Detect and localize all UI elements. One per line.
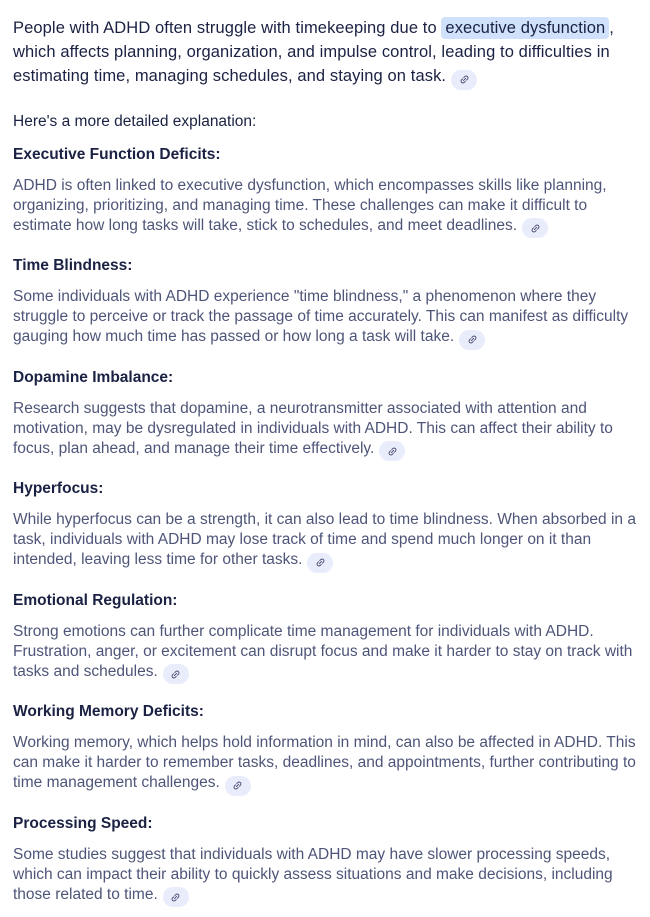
intro-text-after: , which affects planning, organization, and impulse control, leading to difficulties in estimating time, managing schedules, and staying on task. [13, 19, 614, 85]
section-executive-function-deficits [13, 145, 638, 239]
citation-link-button[interactable] [307, 553, 333, 573]
section-body-text: Working memory, which helps hold information in mind, can also be affected in ADHD. This can make it harder to remember tasks, deadlines, and appointments, further contributing to time management challenges. [13, 734, 636, 791]
section-paragraph [13, 510, 638, 573]
intro-text-before: People with ADHD often struggle with timekeeping due to [13, 19, 442, 37]
section-time-blindness [13, 256, 638, 350]
intro-paragraph [13, 16, 638, 90]
section-heading: Executive Function Deficits: [13, 145, 221, 163]
section-body-text: ADHD is often linked to executive dysfunction, which encompasses skills like planning, organizing, prioritizing, and managing time. These challenges can make it difficult to estimate how long tasks will take, stick to schedules, and meet deadlines. [13, 176, 607, 234]
link-icon [530, 223, 541, 234]
link-icon [315, 557, 326, 568]
section-paragraph [13, 622, 638, 685]
citation-link-button[interactable] [163, 887, 189, 907]
section-heading: Processing Speed: [13, 814, 153, 832]
link-icon [170, 669, 181, 680]
link-icon [459, 74, 470, 85]
section-processing-speed [13, 814, 638, 908]
section-heading: Emotional Regulation: [13, 591, 178, 609]
section-paragraph [13, 845, 638, 908]
section-heading: Time Blindness: [13, 257, 133, 274]
section-body-text: While hyperfocus can be a strength, it can also lead to time blindness. When absorbed in a task, individuals with ADHD may lose track of time and spend much longer on it than intended, leaving less time for other tasks. [13, 511, 636, 568]
section-paragraph [13, 399, 638, 462]
citation-link-button[interactable] [522, 218, 548, 238]
link-icon [387, 446, 398, 457]
section-working-memory-deficits [13, 702, 638, 796]
link-icon [170, 892, 181, 903]
subintro-text: Here's a more detailed explanation: [13, 112, 257, 130]
section-hyperfocus [13, 479, 638, 573]
section-paragraph [13, 176, 638, 239]
link-icon [232, 780, 243, 791]
section-paragraph [13, 287, 638, 350]
section-paragraph [13, 733, 638, 796]
citation-link-button[interactable] [451, 70, 477, 90]
section-body-text: Strong emotions can further complicate time management for individuals with ADHD. Frustration, anger, or excitement can disrupt focus and make it harder to stay on track with tasks and schedules. [13, 622, 633, 680]
section-body-text: Research suggests that dopamine, a neurotransmitter associated with attention and motivation, may be dysregulated in individuals with ADHD. This can affect their ability to focus, plan ahead, and manage their time effectively. [13, 399, 613, 457]
citation-link-button[interactable] [379, 441, 405, 461]
section-body-text: Some studies suggest that individuals with ADHD may have slower processing speeds, which can impact their ability to quickly assess situations and make decisions, including those related to time. [13, 845, 613, 903]
section-emotional-regulation [13, 591, 638, 685]
highlighted-term[interactable]: executive dysfunction [441, 17, 609, 39]
section-heading: Working Memory Deficits: [13, 703, 204, 720]
section-dopamine-imbalance [13, 368, 638, 462]
citation-link-button[interactable] [225, 776, 251, 796]
section-body-text: Some individuals with ADHD experience "time blindness," a phenomenon where they struggle to perceive or track the passage of time accurately. This can manifest as difficulty gauging how much time has passed or how long a task will take. [13, 288, 629, 345]
section-heading: Dopamine Imbalance: [13, 368, 174, 386]
link-icon [467, 334, 478, 345]
section-heading: Hyperfocus: [13, 480, 104, 497]
citation-link-button[interactable] [459, 330, 485, 350]
citation-link-button[interactable] [163, 664, 189, 684]
